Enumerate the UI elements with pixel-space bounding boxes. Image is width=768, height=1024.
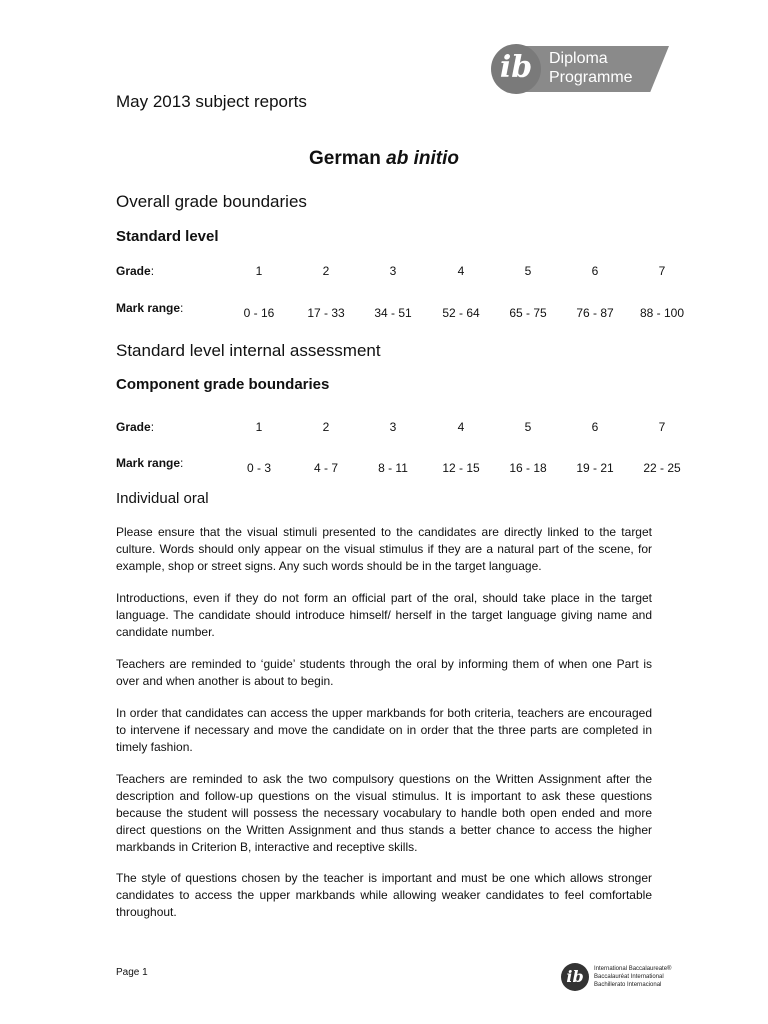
document-title-main: German xyxy=(309,148,381,169)
grade-label: Grade: xyxy=(116,420,155,434)
grade-cell: 5 xyxy=(524,420,532,434)
grade-cell: 6 xyxy=(591,264,599,278)
org-name-en: International Baccalaureate® xyxy=(594,966,672,972)
component-grade-boundaries-heading: Component grade boundaries xyxy=(116,376,330,393)
grade-cell: 3 xyxy=(389,264,397,278)
paragraph: Please ensure that the visual stimuli presented to the candidates are directly linked to the target culture. Words should only appear on the visual stimulus if they are a natural part of the scene, for example, shop or street signs. Any such words should be in the target language. xyxy=(116,525,652,573)
page-number: Page 1 xyxy=(116,967,148,978)
grade-cell: 2 xyxy=(322,264,330,278)
grade-cell: 7 xyxy=(658,264,666,278)
logo-line2: Programme xyxy=(549,69,633,86)
document-title-italic: ab initio xyxy=(386,148,459,169)
mark-range-cell: 88 - 100 xyxy=(639,306,685,320)
standard-level-heading: Standard level xyxy=(116,228,219,245)
mark-range-cell: 16 - 18 xyxy=(509,461,547,475)
mark-range-label: Mark range: xyxy=(116,456,184,470)
mark-range-label: Mark range: xyxy=(116,301,184,315)
grade-cell: 6 xyxy=(591,420,599,434)
grade-cell: 4 xyxy=(457,264,465,278)
paragraph: In order that candidates can access the upper markbands for both criteria, teachers are encouraged to intervene if necessary and move the candidate on in order that the three parts are completed in timely fashion. xyxy=(116,706,652,754)
grade-cell: 2 xyxy=(322,420,330,434)
grade-cell: 1 xyxy=(255,420,263,434)
internal-assessment-heading: Standard level internal assessment xyxy=(116,341,381,360)
mark-range-cell: 8 - 11 xyxy=(378,461,408,475)
logo-text xyxy=(549,49,633,87)
mark-range-cell: 0 - 16 xyxy=(243,306,275,320)
grade-cell: 7 xyxy=(658,420,666,434)
logo-line1: Diploma xyxy=(549,50,608,67)
paragraph: Teachers are reminded to ‘guide’ students through the oral by informing them of when one Part is over and when another is about to begin. xyxy=(116,657,652,688)
mark-range-cell: 76 - 87 xyxy=(576,306,614,320)
mark-range-cell: 17 - 33 xyxy=(307,306,345,320)
grade-cell: 4 xyxy=(457,420,465,434)
grade-cell: 1 xyxy=(255,264,263,278)
paragraph: Introductions, even if they do not form an official part of the oral, should take place in the target language. The candidate should introduce himself/ herself in the target language giving name and candidate number. xyxy=(116,591,652,639)
ib-diploma-logo xyxy=(491,44,669,94)
org-name-fr: Baccalauréat International xyxy=(594,974,664,980)
mark-range-cell: 34 - 51 xyxy=(374,306,412,320)
mark-range-cell: 19 - 21 xyxy=(576,461,614,475)
grade-cell: 5 xyxy=(524,264,532,278)
ib-footer-logo xyxy=(561,963,691,993)
mark-range-cell: 22 - 25 xyxy=(643,461,681,475)
grade-label: Grade: xyxy=(116,264,155,278)
individual-oral-heading: Individual oral xyxy=(116,490,209,507)
mark-range-cell: 65 - 75 xyxy=(509,306,547,320)
ib-logo-small-icon: ib xyxy=(561,963,589,991)
mark-range-cell: 52 - 64 xyxy=(442,306,480,320)
document-title xyxy=(0,148,768,170)
mark-range-cell: 0 - 3 xyxy=(246,461,271,475)
overall-grade-boundaries-heading: Overall grade boundaries xyxy=(116,192,307,211)
org-name-es: Bachillerato Internacional xyxy=(594,982,662,988)
grade-cell: 3 xyxy=(389,420,397,434)
ib-logo-icon: ib xyxy=(491,44,541,94)
org-names xyxy=(594,965,671,989)
report-title: May 2013 subject reports xyxy=(116,92,307,111)
paragraph: The style of questions chosen by the teacher is important and must be one which allows stronger candidates to access the upper markbands while allowing weaker candidates to feel comfortable throughout. xyxy=(116,871,652,919)
paragraph: Teachers are reminded to ask the two compulsory questions on the Written Assignment after the description and follow-up questions on the visual stimulus. It is important to ask these questions because the student will possess the necessary vocabulary to handle both open ended and more direct questions on the Written Assignment and thus stands a better chance to access the higher markbands in Criterion B, interactive and receptive skills. xyxy=(116,772,652,854)
mark-range-cell: 4 - 7 xyxy=(313,461,338,475)
mark-range-cell: 12 - 15 xyxy=(442,461,480,475)
